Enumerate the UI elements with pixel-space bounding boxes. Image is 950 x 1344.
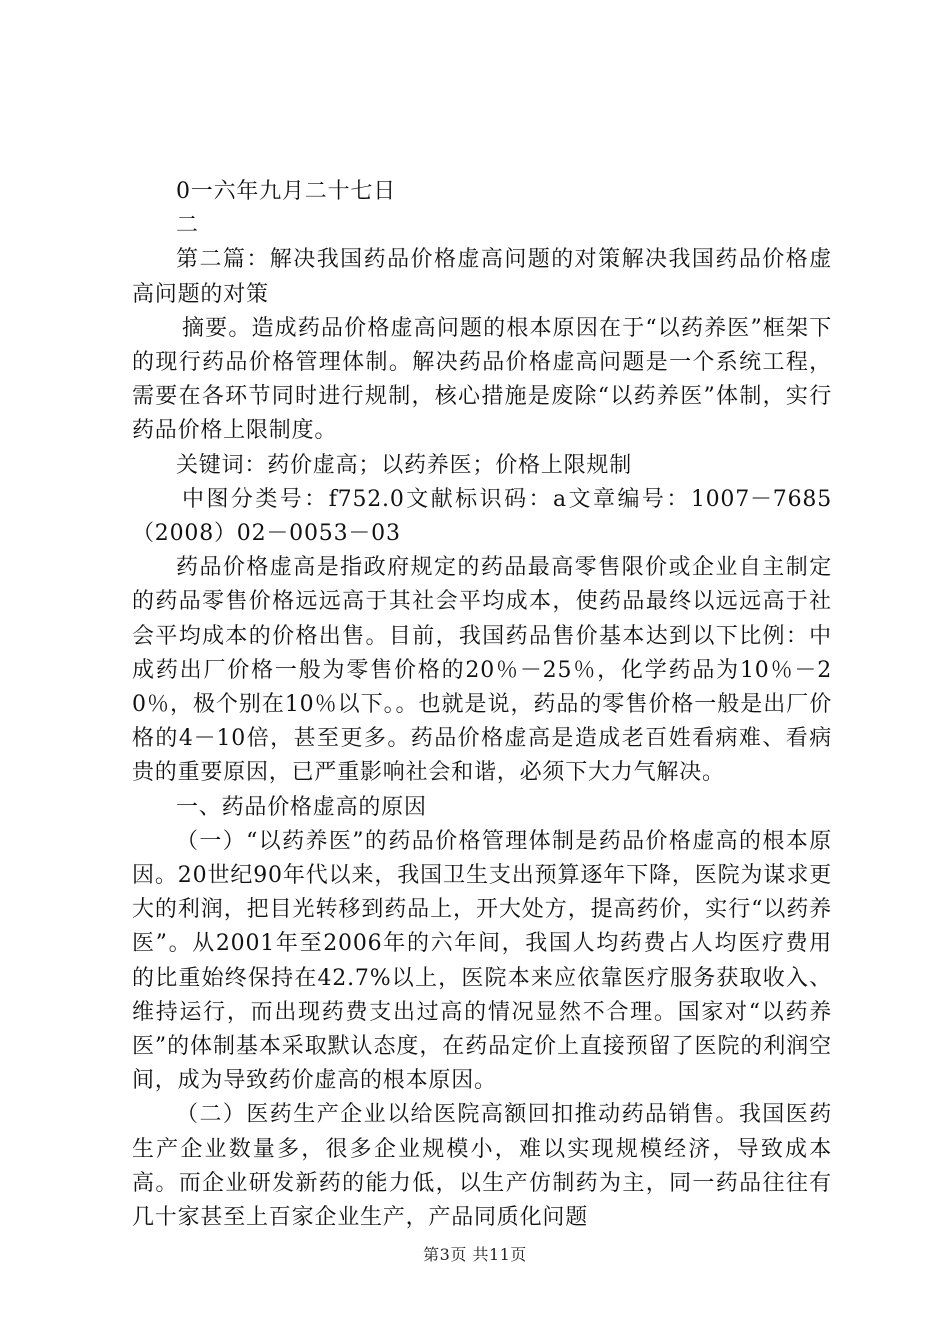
date-line: 0一六年九月二十七日 [176, 179, 396, 204]
section-heading: 一、药品价格虚高的原因 [176, 794, 427, 820]
article-title: 第二篇：解决我国药品价格虚高问题的对策解决我国药品价格虚高问题的对策 [132, 247, 832, 307]
page-footer: 第3页 共11页 [423, 1245, 527, 1264]
body-paragraph: 药品价格虚高是指政府规定的药品最高零售限价或企业自主制定的药品零售价格远远高于其社会平均成本，使药品最终以远远高于社会平均成本的价格出售。目前，我国药品售价基本达到以下比例：中成药出厂价格一般为零售价格的20％－25％，化学药品为10％－20％，极个别在10％以下。。也就是说，药品的零售价格一般是出厂价格的4－10倍，甚至更多。药品价格虚高是造成老百姓看病难、看病贵的重要原因，已严重影响社会和谐，必须下大力气解决。 [132, 555, 832, 786]
document-body [132, 175, 832, 1235]
body-paragraph: （一）“以药养医”的药品价格管理体制是药品价格虚高的根本原因。20世纪90年代以来，我国卫生支出预算逐年下降，医院为谋求更大的利润，把目光转移到药品上，开大处方，提高药价，实行“以药养医”。从2001年至2006年的六年间，我国人均药费占人均医疗费用的比重始终保持在42.7%以上，医院本来应依靠医疗服务获取收入、维持运行，而出现药费支出过高的情况显然不合理。国家对“以药养医”的体制基本采取默认态度，在药品定价上直接预留了医院的利润空间，成为导致药价虚高的根本原因。 [132, 828, 832, 1094]
section-numeral: 二 [176, 213, 199, 239]
classification-line: 中图分类号：f752.0文献标识码：a文章编号：1007－7685（2008）02－0053－03 [132, 486, 832, 547]
keywords-line: 关键词：药价虚高；以药养医；价格上限规制 [176, 452, 633, 478]
body-paragraph: （二）医药生产企业以给医院高额回扣推动药品销售。我国医药生产企业数量多，很多企业规模小，难以实现规模经济，导致成本高。而企业研发新药的能力低，以生产仿制药为主，同一药品往往有几十家甚至上百家企业生产，产品同质化问题 [132, 1102, 832, 1231]
abstract-paragraph: 摘要。造成药品价格虚高问题的根本原因在于“以药养医”框架下的现行药品价格管理体制。解决药品价格虚高问题是一个系统工程，需要在各环节同时进行规制，核心措施是废除“以药养医”体制，实行药品价格上限制度。 [132, 315, 832, 444]
